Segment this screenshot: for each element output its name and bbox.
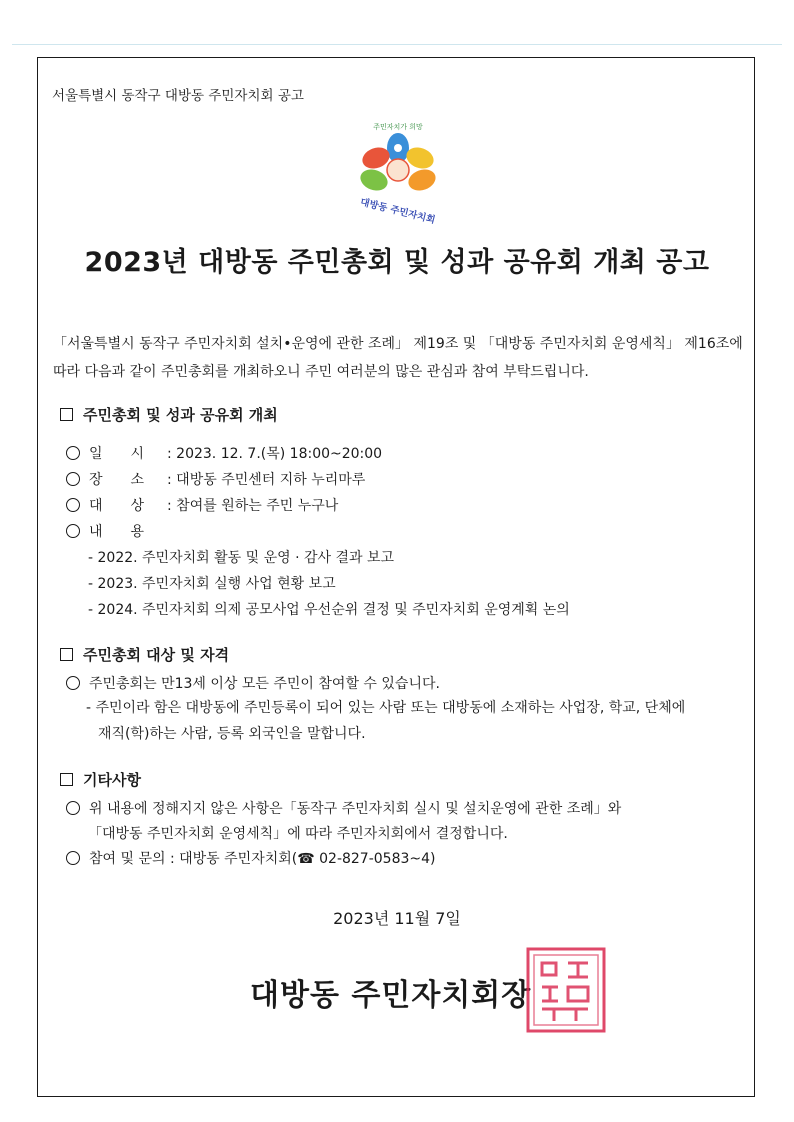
misc-rule-line-2: 「대방동 주민자치회 운영세칙」에 따라 주민자치회에서 결정합니다. [88, 826, 508, 842]
section-heading-text: 주민총회 대상 및 자격 [83, 646, 230, 664]
section-heading-eligibility [60, 644, 229, 665]
item-value: : 대방동 주민센터 지하 누리마루 [167, 472, 366, 488]
item-text: 주민총회는 만13세 이상 모든 주민이 참여할 수 있습니다. [89, 676, 440, 692]
item-label: 내 용 [89, 524, 145, 540]
page-title: 2023년 대방동 주민총회 및 성과 공유회 개최 공고 [84, 247, 710, 278]
intro-line-2: 따라 다음과 같이 주민총회를 개최하오니 주민 여러분의 많은 관심과 참여 부탁드립니다. [53, 364, 589, 380]
list-item-contact [66, 848, 436, 868]
circle-bullet-icon [66, 524, 80, 538]
top-rule [12, 44, 782, 45]
issuer-line: 서울특별시 동작구 대방동 주민자치회 공고 [52, 88, 304, 104]
eligibility-note-line-2: 재직(학)하는 사람, 등록 외국인을 말합니다. [98, 726, 366, 742]
list-item-misc-rule [66, 798, 621, 818]
item-value: : 참여를 원하는 주민 누구나 [167, 498, 339, 514]
logo-top-text: 주민자치가 희망 [373, 123, 423, 131]
contents-subitem: - 2023. 주민자치회 실행 사업 현황 보고 [88, 576, 336, 592]
item-label: 일 시 [89, 446, 145, 462]
checkbox-icon [60, 773, 73, 786]
list-item-eligibility [66, 673, 440, 693]
logo-bottom-text: 대방동 주민자치회 [359, 196, 437, 226]
checkbox-icon [60, 408, 73, 421]
section-heading-text: 주민총회 및 성과 공유회 개최 [83, 406, 278, 424]
circle-bullet-icon [66, 498, 80, 512]
circle-bullet-icon [66, 446, 80, 460]
list-item-contents [66, 521, 167, 541]
item-text: 위 내용에 정해지지 않은 사항은「동작구 주민자치회 실시 및 설치운영에 관한 조례」와 [89, 801, 622, 817]
section-heading-meeting [60, 404, 278, 425]
contents-subitem: - 2022. 주민자치회 활동 및 운영 · 감사 결과 보고 [88, 550, 395, 566]
intro-line-1: 「서울특별시 동작구 주민자치회 설치•운영에 관한 조례」 제19조 및 「대방동 주민자치회 운영세칙」 제16조에 [53, 336, 743, 352]
section-heading-text: 기타사항 [83, 771, 141, 789]
contents-subitem: - 2024. 주민자치회 의제 공모사업 우선순위 결정 및 주민자치회 운영계획 논의 [88, 602, 570, 618]
circle-bullet-icon [66, 801, 80, 815]
list-item-target [66, 495, 338, 515]
item-label: 대 상 [89, 498, 145, 514]
item-label: 장 소 [89, 472, 145, 488]
daebang-dong-logo-icon [344, 118, 452, 226]
circle-bullet-icon [66, 676, 80, 690]
list-item-datetime [66, 443, 382, 463]
list-item-location [66, 469, 365, 489]
item-text: 참여 및 문의 : 대방동 주민자치회(☎ 02-827-0583~4) [89, 851, 436, 867]
official-seal-icon [524, 945, 608, 1035]
eligibility-note-line-1: - 주민이라 함은 대방동에 주민등록이 되어 있는 사람 또는 대방동에 소재하는 사업장, 학교, 단체에 [86, 700, 686, 716]
section-heading-misc [60, 769, 141, 790]
notice-date: 2023년 11월 7일 [333, 909, 461, 928]
signature-title: 대방동 주민자치회장 [250, 978, 532, 1013]
checkbox-icon [60, 648, 73, 661]
item-value: : 2023. 12. 7.(목) 18:00~20:00 [167, 446, 383, 462]
circle-bullet-icon [66, 472, 80, 486]
circle-bullet-icon [66, 851, 80, 865]
